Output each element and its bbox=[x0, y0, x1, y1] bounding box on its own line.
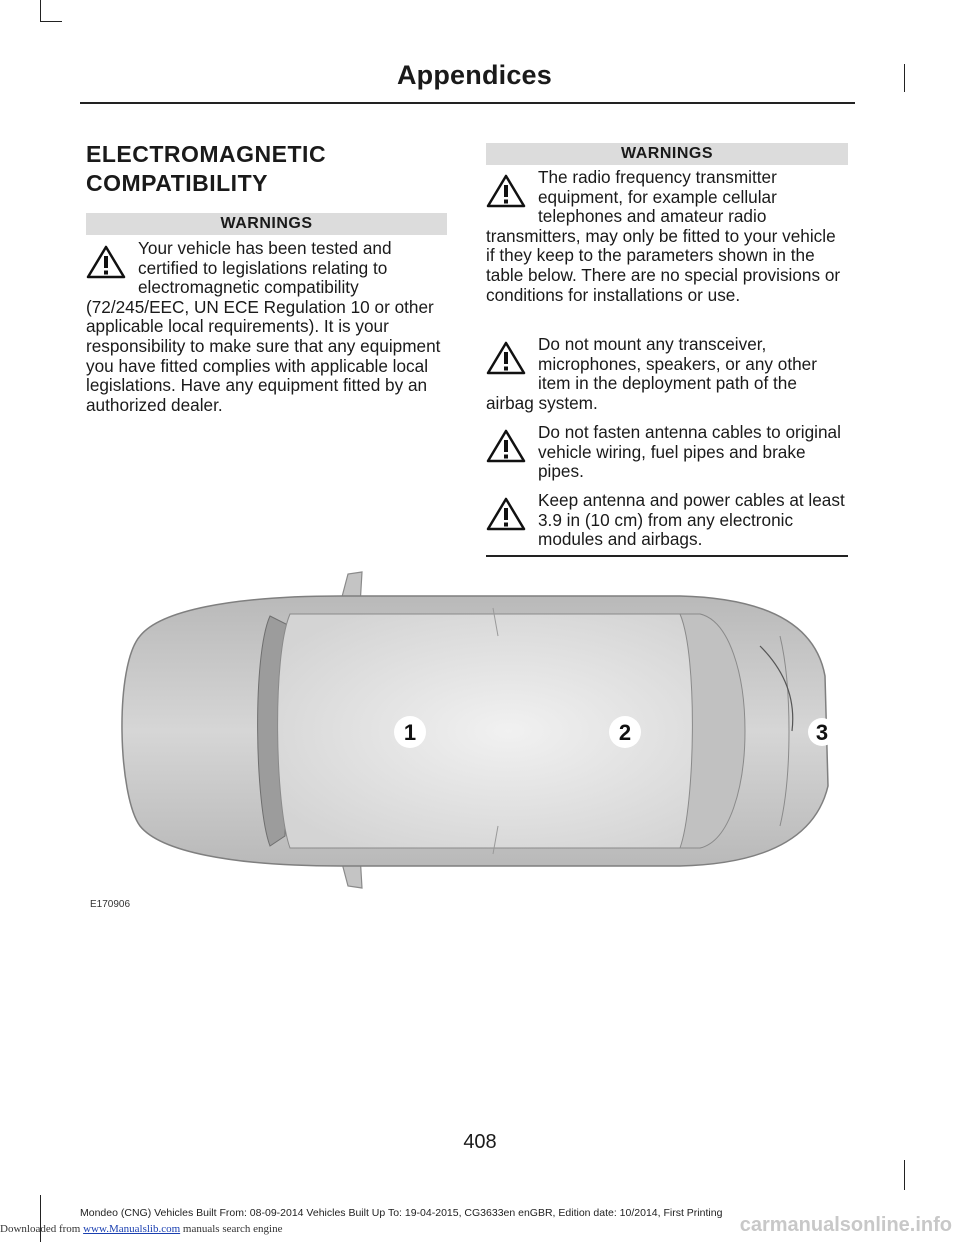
right-warning-2 bbox=[486, 335, 848, 413]
warning-triangle-icon bbox=[486, 341, 526, 375]
right-warning-3-text: Do not fasten antenna cables to original vehicle wiring, fuel pipes and brake pipes. bbox=[538, 422, 841, 482]
right-warning-4-text: Keep antenna and power cables at least 3.9 in (10 cm) from any electronic modules and airbags. bbox=[538, 490, 845, 550]
footer-site-link[interactable]: www.Manualslib.com bbox=[83, 1223, 181, 1235]
warning-triangle-icon bbox=[486, 497, 526, 531]
left-warning-1 bbox=[86, 239, 448, 415]
section-heading-line-1: ELECTROMAGNETIC bbox=[86, 141, 327, 167]
svg-text:3: 3 bbox=[815, 720, 829, 745]
section-heading bbox=[86, 140, 386, 198]
crop-mark-top-right-v bbox=[904, 64, 905, 92]
right-warning-1-text: The radio frequency transmitter equipment, for example cellular telephones and amateur radio transmitters, may only be fitted to your vehicle if they keep to the parameters shown in the table below. There are no special provisions or conditions for installations or use. bbox=[486, 167, 841, 305]
right-warning-3 bbox=[486, 423, 848, 482]
crop-mark-top-left-v bbox=[40, 0, 41, 22]
warnings-bottom-rule bbox=[486, 555, 848, 557]
crop-mark-top-left-h bbox=[40, 21, 62, 22]
right-warning-4 bbox=[486, 491, 848, 550]
right-warnings-label: WARNINGS bbox=[486, 143, 848, 165]
footer-download-line bbox=[0, 1223, 282, 1235]
footer-downloaded-suffix: manuals search engine bbox=[182, 1223, 283, 1235]
callout-1 bbox=[394, 716, 426, 748]
footer-document-info: Mondeo (CNG) Vehicles Built From: 08-09-2014 Vehicles Built Up To: 19-04-2015, CG3633en enGBR, Edition date: 10/2014, First Printing bbox=[80, 1207, 723, 1219]
section-heading-line-2: COMPATIBILITY bbox=[86, 170, 268, 196]
right-warning-1 bbox=[486, 168, 848, 305]
callout-2 bbox=[609, 716, 641, 748]
header-rule bbox=[80, 102, 855, 104]
left-warning-1-text: Your vehicle has been tested and certified to legislations relating to electromagnetic compatibility (72/245/EEC, UN ECE Regulation 10 or other applicable local requirements). It is your responsibility to make sure that any equipment you have fitted complies with applicable local legislations. Have any equipment fitted by an authorized dealer. bbox=[86, 238, 441, 415]
left-warnings-label: WARNINGS bbox=[86, 213, 447, 235]
figure-image-code: E170906 bbox=[90, 899, 131, 910]
svg-text:1: 1 bbox=[403, 720, 417, 745]
warning-triangle-icon bbox=[86, 245, 126, 279]
right-warning-2-text: Do not mount any transceiver, microphones, speakers, or any other item in the deployment path of the airbag system. bbox=[486, 334, 817, 413]
vehicle-top-view-illustration bbox=[80, 566, 840, 896]
footer-downloaded-prefix: Downloaded from bbox=[0, 1223, 81, 1235]
page-number: 408 bbox=[463, 1131, 497, 1153]
warning-triangle-icon bbox=[486, 429, 526, 463]
callout-3 bbox=[808, 718, 836, 746]
svg-text:2: 2 bbox=[618, 720, 632, 745]
crop-mark-bottom-right-v bbox=[904, 1160, 905, 1190]
footer-watermark: carmanualsonline.info bbox=[739, 1214, 952, 1236]
page-header-title: Appendices bbox=[396, 60, 552, 90]
warning-triangle-icon bbox=[486, 174, 526, 208]
